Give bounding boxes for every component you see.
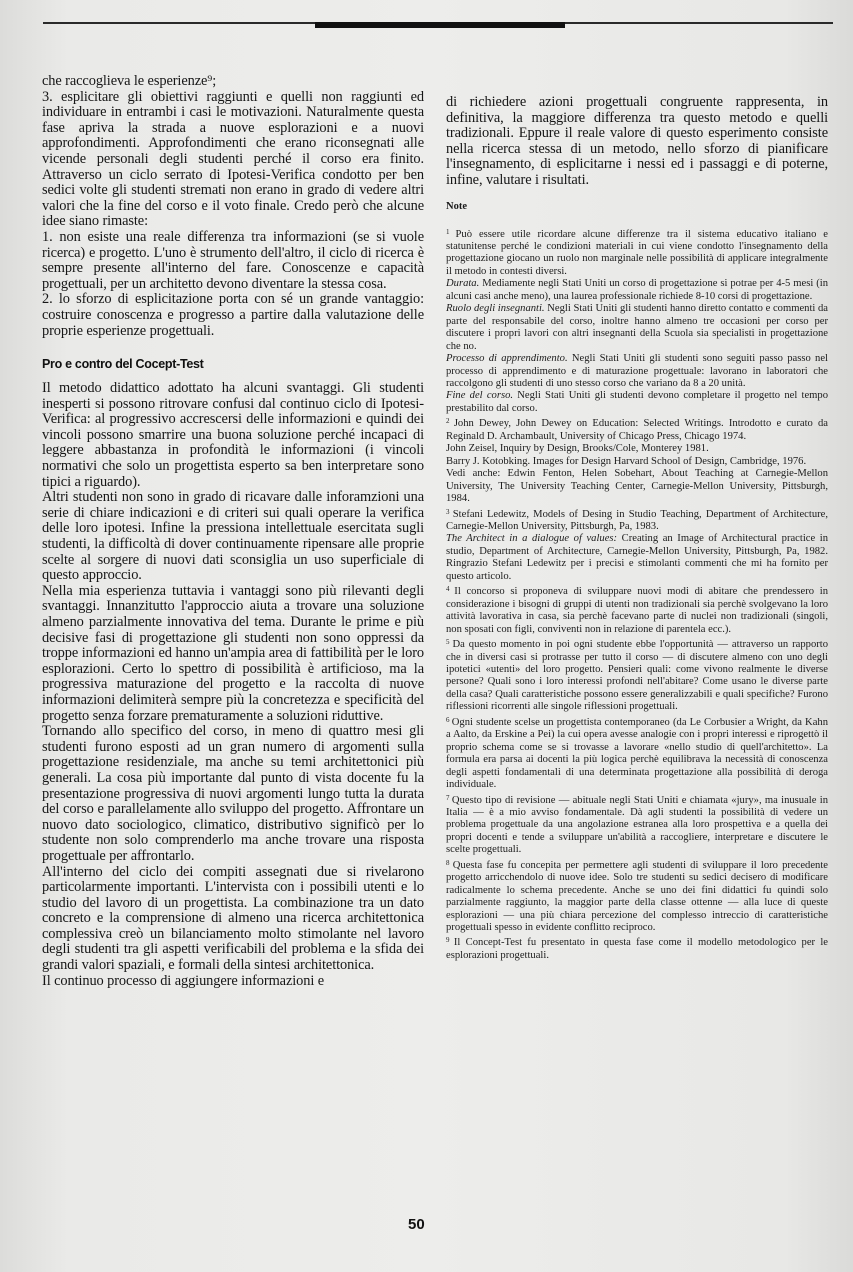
footnote-marker: 1 bbox=[446, 227, 456, 236]
footnote-item bbox=[446, 468, 828, 505]
footnote-item bbox=[446, 583, 828, 636]
header-rule-thick bbox=[315, 22, 565, 28]
footnote-marker: 5 bbox=[446, 638, 453, 647]
footnote-marker: 2 bbox=[446, 417, 454, 426]
footnote-item bbox=[446, 443, 828, 455]
paragraph: che raccoglieva le esperienze⁹; bbox=[42, 73, 217, 89]
footnote-lead: The Architect in a dialogue of values: bbox=[446, 533, 618, 545]
footnote-marker: 8 bbox=[446, 858, 453, 867]
footnote-text: Vedi anche: Edwin Fenton, Helen Sobehart, About Teaching at Carnegie-Mellon University, The University Teaching Center, Carnegie-Mellon University, Pittsburgh, 1984. bbox=[446, 468, 828, 505]
paragraph: Il metodo didattico adottato ha alcuni svantaggi. Gli studenti inesperti si possono ritrovare confusi dal continuo ciclo di Ipotesi-Verifica: al progressivo accrescersi delle informazioni e quindi dei vincoli possono smarrire una buona soluzione perché incapaci di leggere abbastanza in profondità le informazioni (i vincoli normativi che solo un progettista esperto sa ben interpretare sono tipici a riguardo). bbox=[42, 380, 424, 490]
footnote-text: Il concorso si proponeva di sviluppare nuovi modi di abitare che prendessero in considerazione i bisogni di gruppi di utenti non tradizionali sia perchè svolgevano la loro attività lavorativa in casa, sia perchè facevano parte di nuclei non tradizionali (singoli, non sposati con figli, conviventi non in relazione di parentela ecc.). bbox=[446, 586, 828, 635]
footnote-text: Ogni studente scelse un progettista contemporaneo (da Le Corbusier a Wright, da Kahn a Aalto, da Erskine a Pei) la cui opera avesse analogie con i propri interessi e riprogettò il proprio schema come se si trovasse a lavorare «nello studio di quell'architetto». La formula era parsa ai docenti la più logica perchè equilibrava la necessità di conoscenza degli aspetti fondamentali di una determinata progettazione alla possibilità di deroga individuale. bbox=[446, 716, 828, 791]
footnote-text: Negli Stati Uniti gli studenti devono completare il progetto nel tempo prestabilito dal corso. bbox=[446, 390, 829, 414]
paragraph: di richiedere azioni progettuali congruente rappresenta, in definitiva, la maggiore differenza tra questo metodo e quelli tradizionali. Eppure il reale valore di questo esperimento consiste nella ricerca stessa di un metodo, nello sforzo di pianificare l'insegnamento, di esplicitarne i nessi ed i passaggi e di poterne, infine, valutare i risultati. bbox=[446, 94, 828, 188]
paragraph: Altri studenti non sono in grado di ricavare dalle inforamzioni una serie di chiare indicazioni e di criteri sui quali operare la verifica delle loro ipotesi. Infine la pressiona intellettuale esercitata sugli studenti, la difficoltà di dover continuamente ripensare alle proprie scelte al sorgere di nuovi dati sconsiglia un uso superficiale di questo approccio. bbox=[42, 489, 424, 584]
page-number: 50 bbox=[408, 1216, 425, 1233]
footnote-item bbox=[446, 506, 828, 534]
footnote-text: Creating an Image of Architectural practice in studio, Department of Architecture, Carnegie-Mellon University, Pittsburgh, Pa, 1982. Ringrazio Stefani Ledewitz per i precisi e stimolanti commenti che mi ha fornito per questo articolo. bbox=[446, 533, 828, 582]
footnote-text: Può essere utile ricordare alcune differenze tra il sistema educativo italiano e statunitense perché le condizioni materiali in cui viene condotto l'insegnamento della progettazione giocano un ruolo non marginale nelle possibilità di applicare integralmente il metodo in contesti diversi. bbox=[446, 228, 829, 277]
footnote-text: Negli Stati Uniti gli studenti hanno diretto contatto e commenti da parte del responsabile del corso, inoltre hanno almeno tre occasioni per corso per discutere i propri lavori con altri insegnanti della Scuola sia specialisti in progettazione che no. bbox=[446, 303, 828, 352]
footnote-text: Barry J. Kotobking. Images for Design Harvard School of Design, Cambridge, 1976. bbox=[446, 455, 807, 467]
footnote-text: Negli Stati Uniti gli studenti sono seguiti passo passo nel processo di apprendimento e di maturazione progettuale: lavorano in laboratori che raccolgono gli studenti di uno stesso corso che variano da 8 a 20 unità. bbox=[446, 353, 828, 389]
section-body bbox=[42, 381, 424, 989]
footnote-item bbox=[446, 934, 828, 962]
footnote-item bbox=[446, 792, 828, 857]
footnote-lead: Ruolo degli insegnanti. bbox=[446, 303, 545, 315]
footnote-item bbox=[446, 857, 828, 935]
footnote-text: Mediamente negli Stati Uniti un corso di progettazione si potrae per 4-5 mesi (in alcuni casi anche meno), una laurea professionale richiede 8-10 corsi di progettazione. bbox=[446, 278, 828, 302]
paragraph: Nella mia esperienza tuttavia i vantaggi sono più rilevanti degli svantaggi. Innanzitutto l'approccio aiuta a trovare una soluzione almeno parzialmente innovativa del tema. Durante le prime e più decisive fasi di progettazione gli studenti non sono oppressi da troppe informazioni ed hanno un'ampia area di fattibilità per le loro esplorazioni. Certo lo spettro di possibilità è artificioso, ma la progressiva maturazione del progetto e la raccolta di nuove informazioni delimiterà sempre più la concretezza e specificità del progetto senza forzare prematuramente a soluzioni riduttive. bbox=[42, 582, 424, 724]
paragraph: Il continuo processo di aggiungere informazioni e bbox=[42, 972, 325, 989]
footnote-marker: 7 bbox=[446, 793, 452, 802]
section-heading: Pro e contro del Cocept-Test bbox=[42, 357, 204, 372]
footnote-marker: 9 bbox=[446, 936, 454, 945]
footnote-text: Questa fase fu concepita per permettere agli studenti di sviluppare il loro precedente progetto arricchendolo di nuove idee. Solo tre studenti su sedici decisero di modificare radicalmente lo schema precedente. Anche se uno dei fini didattici fu quindi solo parzialmente raggiunto, la maggior parte della classe ottenne — alla luce di queste esplorazioni — una più chiara percezione del complesso intreccio di caratteristiche progettuali spesso in evidente conflitto reciproco. bbox=[446, 859, 828, 934]
left-intro-text bbox=[42, 74, 424, 339]
right-intro-text bbox=[446, 95, 828, 189]
footnote-item bbox=[446, 456, 828, 468]
right-column bbox=[446, 95, 828, 962]
footnote-item bbox=[446, 226, 828, 279]
footnote-marker: 6 bbox=[446, 715, 452, 724]
notes-heading: Note bbox=[446, 200, 467, 212]
paragraph: 2. lo sforzo di esplicitazione porta con sé un grande vantaggio: costruire conoscenza e progresso a partire dalla valutazione delle proprie esperienze progettuali. bbox=[42, 291, 424, 339]
footnote-text: Questo tipo di revisione — abituale negli Stati Uniti e chiamata «jury», ma inusuale in Italia — è a mio avviso fondamentale. Dà agli studenti la possibilità di vedere un problema progettuale da una angolazione estranea alla loro prospettiva e a quella dei propri docenti e tende a sviluppare un'abilità a raccogliere, interpretare e discutere le scelte progettuali. bbox=[446, 794, 828, 856]
paragraph: 3. esplicitare gli obiettivi raggiunti e quelli non raggiunti ed individuare in entrambi i casi le motivazioni. Naturalmente questa fase apriva la strada a nuove esplorazioni e a nuovi approfondimenti. Approfondimenti che erano riconsegnati alle vicende personali degli studenti perché il corso era finito. Attraverso un ciclo serrato di Ipotesi-Verifica condotto per ben sedici volte gli studenti stremati non erano in grado di vedere altri valori che la fine del corso e il voto finale. Credo però che alcune idee siano rimaste: bbox=[42, 88, 424, 230]
footnote-text: Il Concept-Test fu presentato in questa fase come il modello metodologico per le esplorazioni progettuali. bbox=[446, 937, 828, 961]
footnote-item bbox=[446, 636, 828, 714]
footnote-item bbox=[446, 278, 828, 303]
footnote-lead: Processo di apprendimento. bbox=[446, 353, 568, 365]
paragraph: Tornando allo specifico del corso, in meno di quattro mesi gli studenti furono esposti ad un gran numero di argomenti sulla progettazione residenziale, ma anche su temi architettonici più generali. La cosa più importante dal punto di vista docente fu la presentazione progressiva di nuovi argomenti lungo tutta la durata del corso e parallelamente allo sviluppo del progetto. Affrontare un nuovo dato sociologico, climatico, distributivo significò per lo studente non solo comprenderlo ma anche trovare una risposta progettuale per affrontarlo. bbox=[42, 723, 424, 864]
footnotes bbox=[446, 226, 828, 963]
footnote-item bbox=[446, 714, 828, 792]
footnote-text: John Zeisel, Inquiry by Design, Brooks/Cole, Monterey 1981. bbox=[446, 443, 709, 455]
footnote-lead: Fine del corso. bbox=[446, 390, 514, 402]
left-column bbox=[42, 74, 424, 989]
footnote-text: Da questo momento in poi ogni studente ebbe l'opportunità — attraverso un rapporto che in diversi casi si protrasse per tutto il corso — di discutere almeno con uno degli ipotetici «utenti» del loro progetto. Pensieri quali: come vivono realmente le diverse persone? Quali sono i loro interessi profondi nell'abitare? Come usano le diverse parte della casa? Quali caratteristiche possono essere generalizzabili e quali specifiche? Furono riflessioni ricorrenti alle singole riflessioni progettuali. bbox=[446, 639, 829, 713]
footnote-item bbox=[446, 303, 828, 353]
footnote-marker: 4 bbox=[446, 585, 455, 594]
footnote-text: Stefani Ledewitz, Models of Desing in Studio Teaching, Department of Architecture, Carnegie-Mellon University, Pittsburgh, Pa, 1983. bbox=[446, 508, 829, 532]
footnote-lead: Durata. bbox=[446, 278, 480, 290]
paragraph: 1. non esiste una reale differenza tra informazioni (se si vuole ricerca) e progetto. L'uno è strumento dell'altro, il ciclo di ricerca è sempre presente all'interno del fare. Conoscenze e capacità progettuali, per un architetto devono diventare la stessa cosa. bbox=[42, 228, 424, 292]
paragraph: All'interno del ciclo dei compiti assegnati due si rivelarono particolarmente importanti. L'intervista con i possibili utenti e lo studio del lavoro di un progettista. La combinazione tra un dato concreto e la comprensione di almeno una ricerca architettonica complessiva creò un bilanciamento molto stimolante nel lavoro degli studenti tra gli aspetti verificabili del problema e la sfida dei grandi valori spaziali, e formali della sintesi architettonica. bbox=[42, 863, 424, 974]
footnote-item bbox=[446, 415, 828, 443]
footnote-marker: 3 bbox=[446, 507, 453, 516]
footnote-item bbox=[446, 390, 828, 415]
footnote-text: John Dewey, John Dewey on Education: Selected Writings. Introdotto e curato da Reginald D. Archambault, University of Chicago Press, Chicago 1974. bbox=[446, 418, 829, 442]
footnote-item bbox=[446, 353, 828, 390]
footnote-item bbox=[446, 533, 828, 583]
